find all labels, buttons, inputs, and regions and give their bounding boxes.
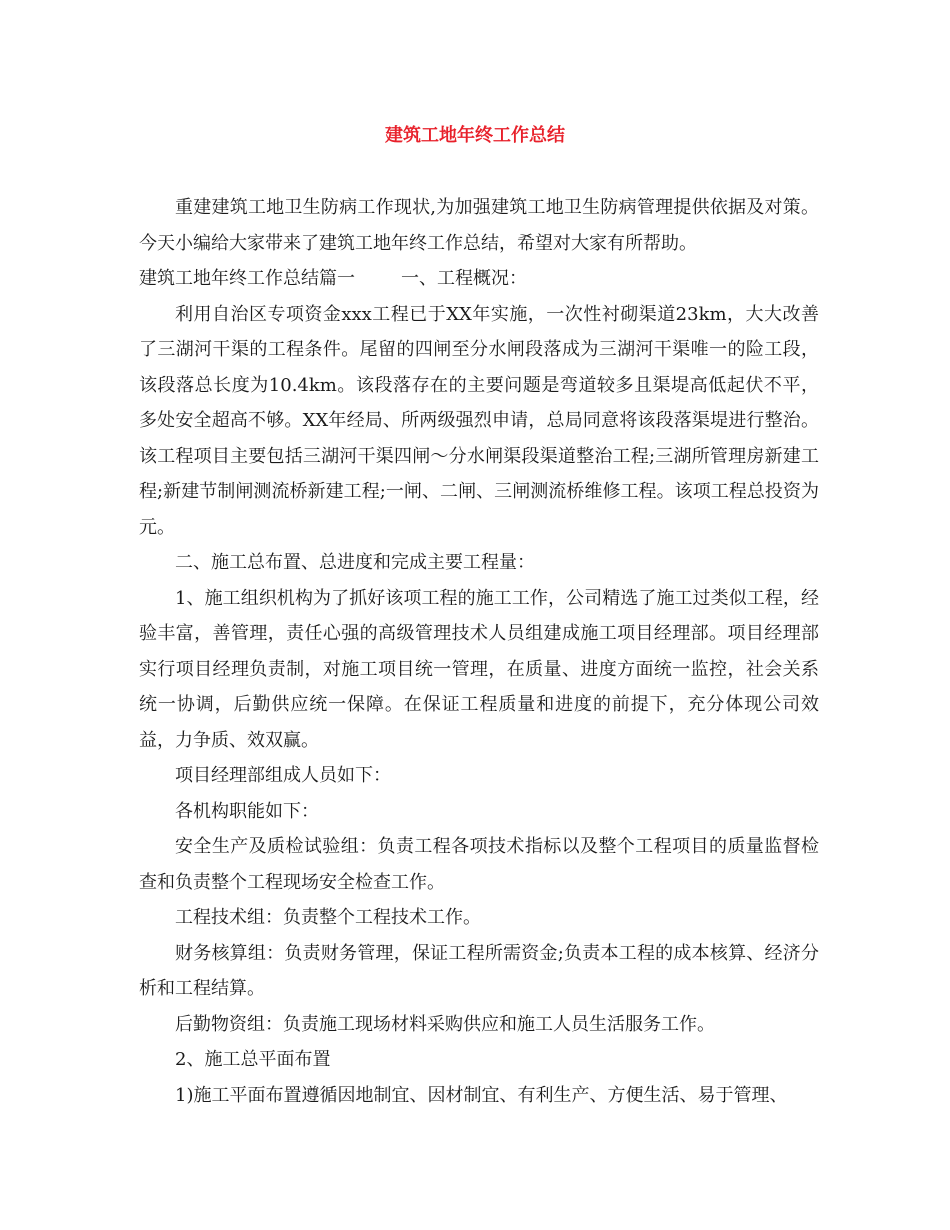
- paragraph-safety-group: 安全生产及质检试验组：负责工程各项技术指标以及整个工程项目的质量监督检查和负责整个工程现场安全检查工作。: [139, 836, 819, 893]
- section-heading-line: [139, 261, 819, 297]
- paragraph-logistics-group: 后勤物资组：负责施工现场材料采购供应和施工人员生活服务工作。: [175, 1013, 715, 1035]
- paragraph-finance-group: 财务核算组：负责财务管理，保证工程所需资金;负责本工程的成本核算、经济分析和工程结算。: [139, 942, 819, 999]
- intro-paragraph: 重建建筑工地卫生防病工作现状,为加强建筑工地卫生防病管理提供依据及对策。今天小编给大家带来了建筑工地年终工作总结，希望对大家有所帮助。: [139, 197, 819, 254]
- paragraph-members: 项目经理部组成人员如下：: [175, 765, 391, 786]
- section-heading: 建筑工地年终工作总结篇一: [139, 268, 355, 289]
- paragraph-project-overview: 利用自治区专项资金xxx工程已于XX年实施，一次性衬砌渠道23km，大大改善了三湖河干渠的工程条件。尾留的四闸至分水闸段落成为三湖河干渠唯一的险工段，该段落总长度为10.4km。该段落存在的主要问题是弯道较多且渠堤高低起伏不平，多处安全超高不够。XX年经局、所两级强烈申请，总局同意将该段落渠堤进行整治。该工程项目主要包括三湖河干渠四闸～分水闸渠段渠道整治工程;三湖所管理房新建工程;新建节制闸测流桥新建工程;一闸、二闸、三闸测流桥维修工程。该项工程总投资为 元。: [139, 303, 819, 538]
- paragraph-site-layout: 2、施工总平面布置: [175, 1049, 331, 1070]
- section-subheading: 一、工程概况：: [401, 268, 527, 289]
- document-title: 建筑工地年终工作总结: [385, 125, 565, 146]
- paragraph-layout-principles: 1)施工平面布置遵循因地制宜、因材制宜、有利生产、方便生活、易于管理、: [175, 1084, 788, 1106]
- paragraph-tech-group: 工程技术组：负责整个工程技术工作。: [175, 907, 481, 928]
- paragraph-organization: 1、施工组织机构为了抓好该项工程的施工工作，公司精选了施工过类似工程，经验丰富，善管理，责任心强的高级管理技术人员组建成施工项目经理部。项目经理部实行项目经理负责制，对施工项目统一管理，在质量、进度方面统一监控，社会关系统一协调，后勤供应统一保障。在保证工程质量和进度的前提下，充分体现公司效益，力争质、效双赢。: [139, 587, 819, 751]
- paragraph-functions: 各机构职能如下：: [175, 800, 319, 822]
- document-body: [139, 190, 819, 1113]
- paragraph-heading-layout: 二、施工总布置、总进度和完成主要工程量：: [175, 552, 535, 573]
